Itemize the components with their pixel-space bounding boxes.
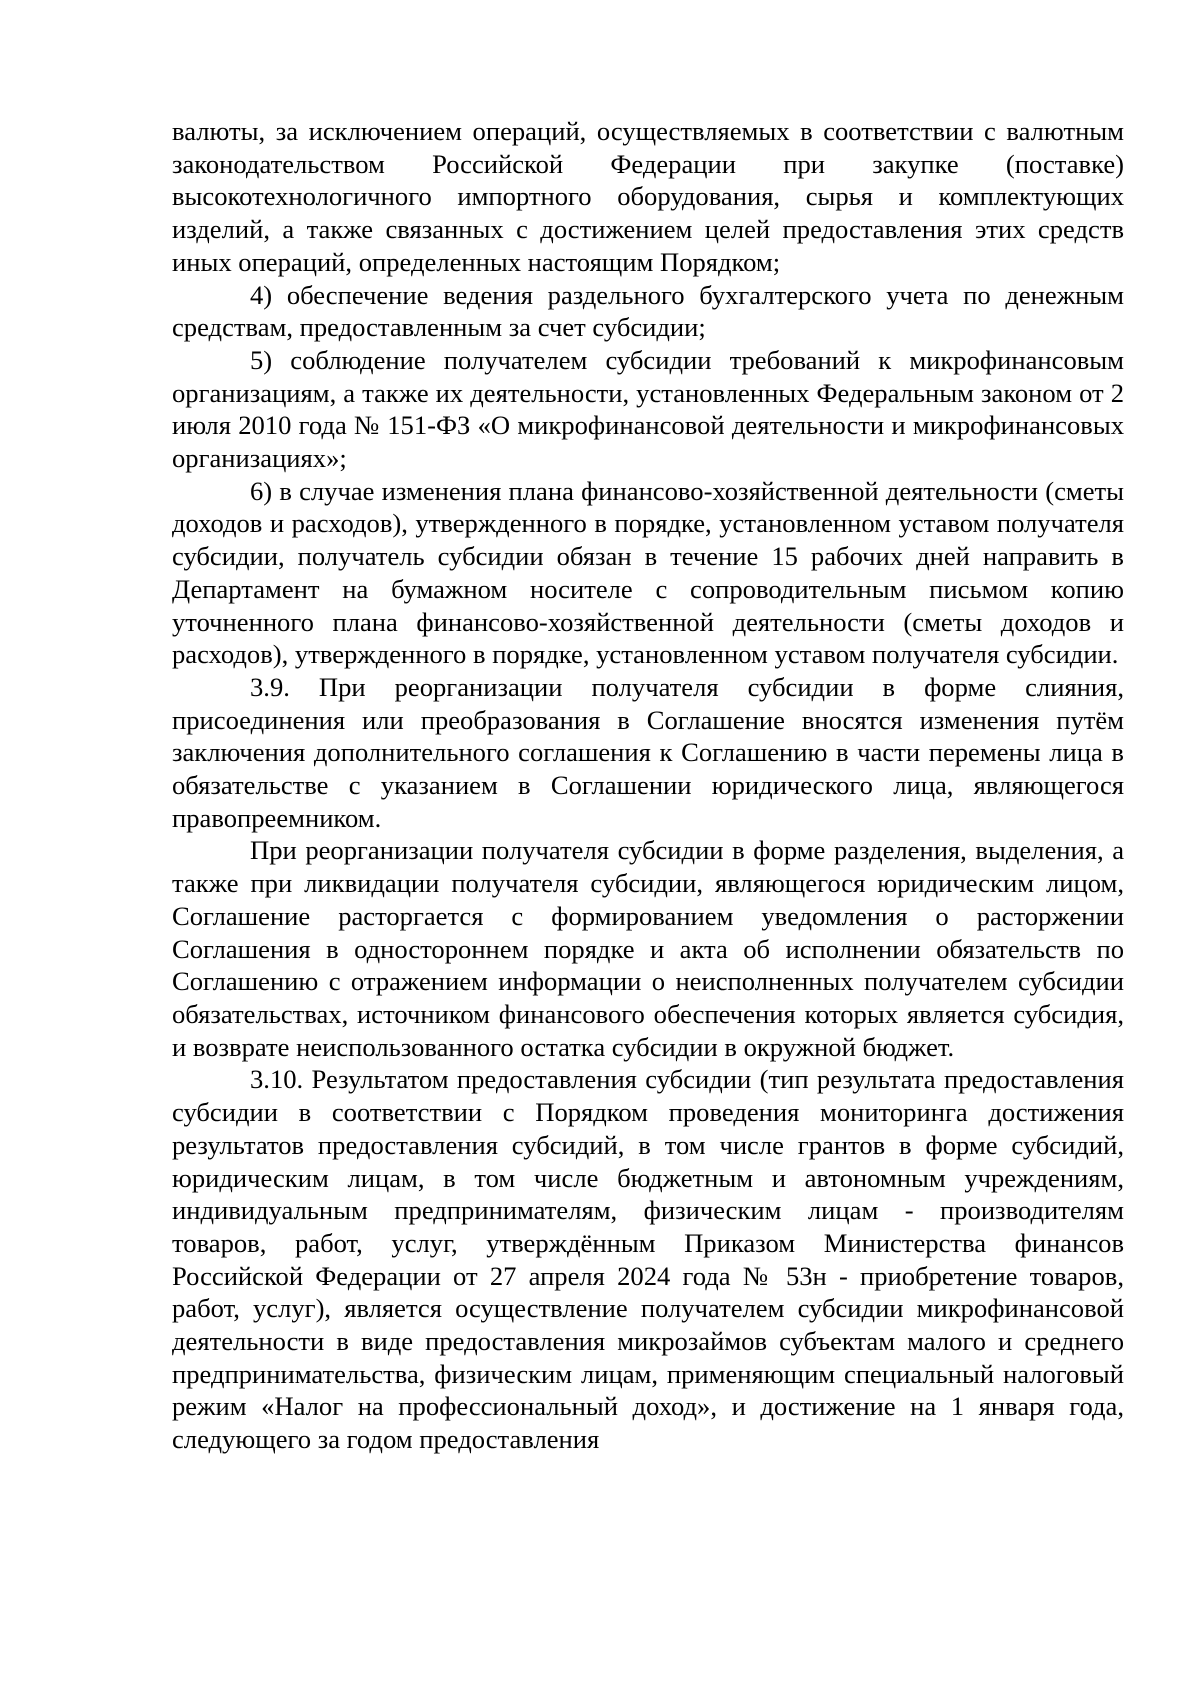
paragraph-liquidation: При реорганизации получателя субсидии в форме разделения, выделения, а также при ликвидации получателя субсидии, являющегося юридическим лицом, Соглашение расторгается с формированием уведомления о расторжении Соглашения в одностороннем порядке и акта об исполнении обязательств по Соглашению с отражением информации о неисполненных получателем субсидии обязательствах, источником финансового обеспечения которых является субсидия, и возврате неиспользованного остатка субсидии в окружной бюджет. [172, 835, 1124, 1062]
paragraph-3-9-reorganization: 3.9. При реорганизации получателя субсидии в форме слияния, присоединения или преобразования в Соглашение вносятся изменения путём заключения дополнительного соглашения к Соглашению в части перемены лица в обязательстве с указанием в Соглашении юридического лица, являющегося правопреемником. [172, 671, 1124, 833]
paragraph-item-6-plan-change: 6) в случае изменения плана финансово-хозяйственной деятельности (сметы доходов и расходов), утвержденного в порядке, установленном уставом получателя субсидии, получатель субсидии обязан в течение 15 рабочих дней направить в Департамент на бумажном носителе с сопроводительным письмом копию уточненного плана финансово-хозяйственной деятельности (сметы доходов и расходов), утвержденного в порядке, установленном уставом получателя субсидии. [172, 475, 1124, 670]
paragraph-item-4-accounting: 4) обеспечение ведения раздельного бухгалтерского учета по денежным средствам, предоставленным за счет субсидии; [172, 279, 1124, 343]
document-body [172, 115, 1124, 1456]
paragraph-item-5-requirements: 5) соблюдение получателем субсидии требований к микрофинансовым организациям, а также их деятельности, установленных Федеральным законом от 2 июля 2010 года № 151-ФЗ «О микрофинансовой деятельности и микрофинансовых организациях»; [172, 344, 1124, 474]
paragraph-currency-operations: валюты, за исключением операций, осуществляемых в соответствии с валютным законодательством Российской Федерации при закупке (поставке) высокотехнологичного импортного оборудования, сырья и комплектующих изделий, а также связанных с достижением целей предоставления этих средств иных операций, определенных настоящим Порядком; [172, 116, 1124, 277]
paragraph-3-10-result: 3.10. Результатом предоставления субсидии (тип результата предоставления субсидии в соответствии с Порядком проведения мониторинга достижения результатов предоставления субсидий, в том числе грантов в форме субсидий, юридическим лицам, в том числе бюджетным и автономным учреждениям, индивидуальным предпринимателям, физическим лицам - производителям товаров, работ, услуг, утверждённым Приказом Министерства финансов Российской Федерации от 27 апреля 2024 года № 53н - приобретение товаров, работ, услуг), является осуществление получателем субсидии микрофинансовой деятельности в виде предоставления микрозаймов субъектам малого и среднего предпринимательства, физическим лицам, применяющим специальный налоговый режим «Налог на профессиональный доход», и достижение на 1 января года, следующего за годом предоставления [172, 1064, 1124, 1455]
